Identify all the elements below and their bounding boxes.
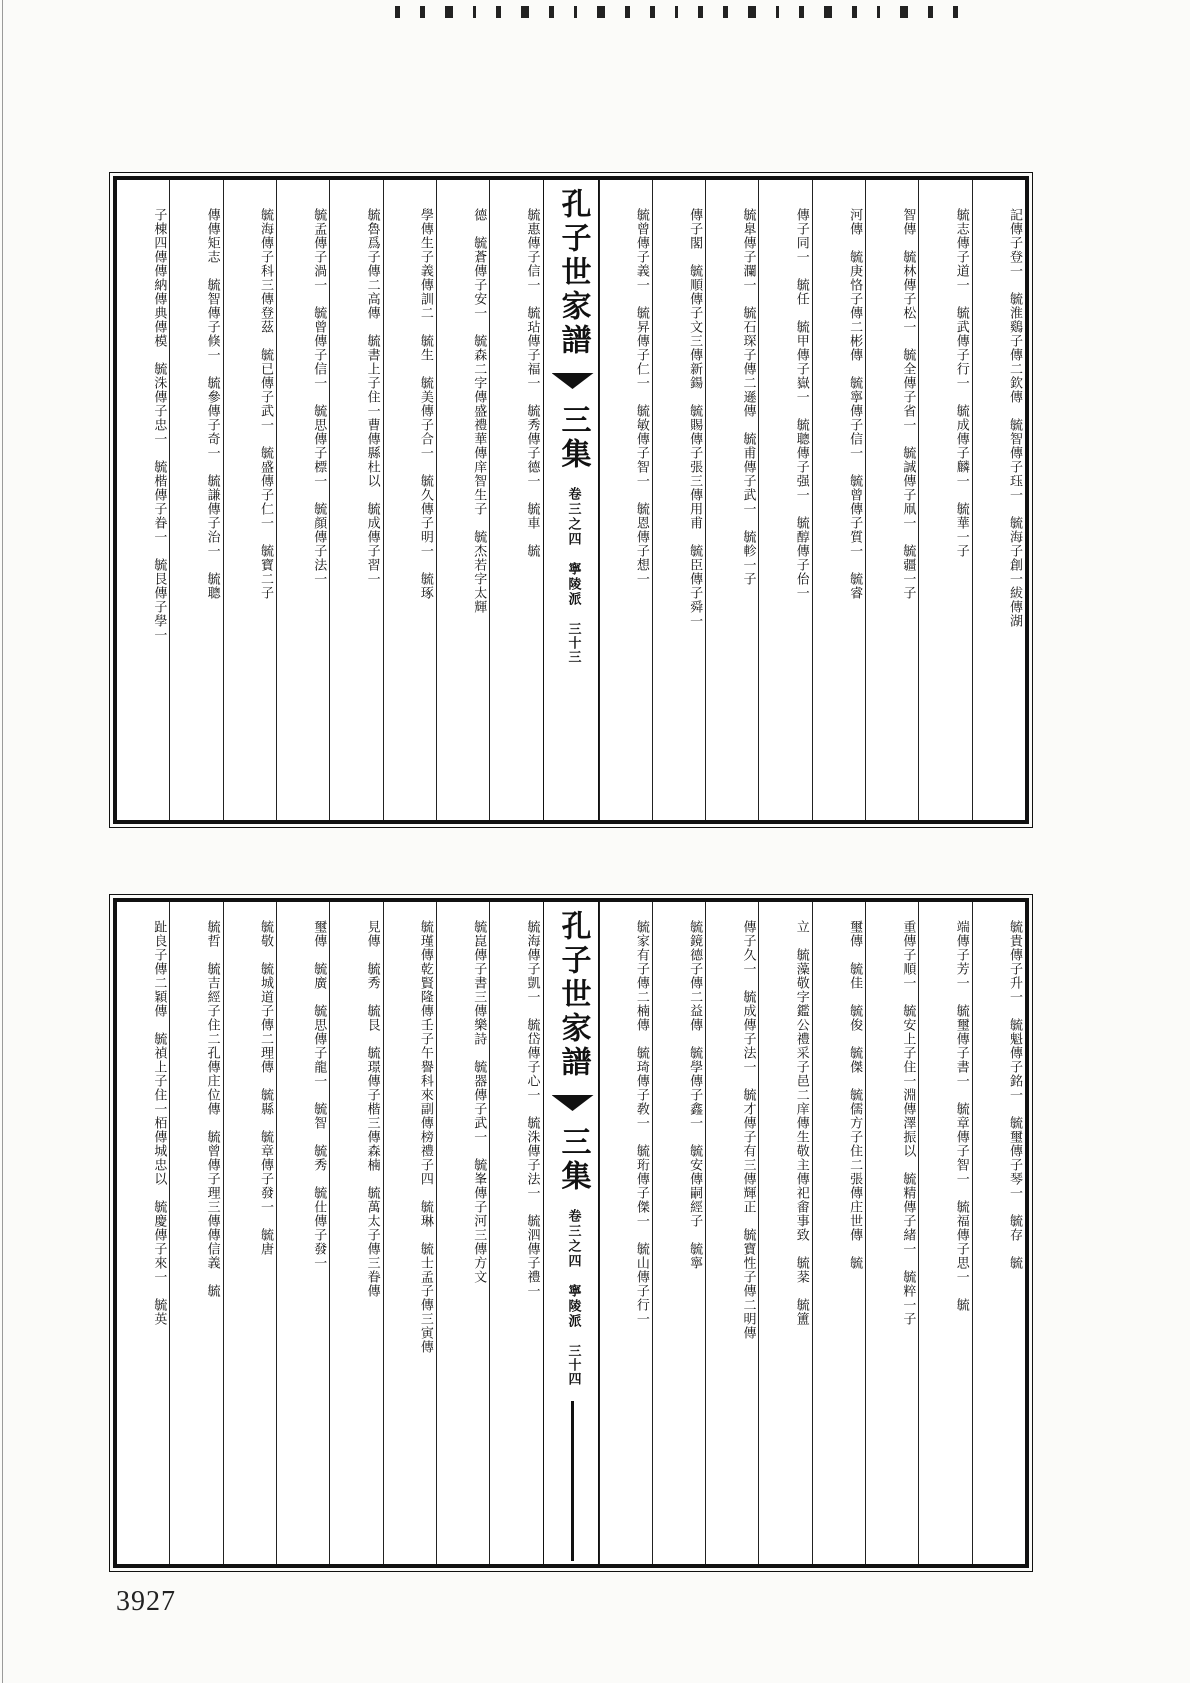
page-spine [543, 180, 599, 820]
page-number: 3927 [116, 1586, 176, 1617]
spine-branch: 寧陵派 [565, 562, 581, 607]
genealogy-column: 趾良子傳二穎傳 毓禎上子住一栢傳城忠以 毓慶傳子來一 毓英 [151, 920, 167, 1326]
spine-book-title: 孔子世家譜 [555, 910, 591, 1080]
page-spine [543, 902, 599, 1564]
spine-page-number: 三十三 [565, 622, 581, 664]
genealogy-column: 德 毓蒼傳子安一 毓森二字傳盛禮華傳庠智生子 毓杰若字太輝 [436, 180, 489, 820]
spine-section: 卷三之四 [565, 1209, 581, 1269]
cropped-header-marks [395, 6, 958, 18]
genealogy-column: 子棟四傳傳納傳典傳模 毓洙傳子忠一 毓楷傳子眷一 毓艮傳子學一 [151, 208, 167, 642]
genealogy-column: 重傳子順一 毓安上子住一淵傳澤振以 毓精傳子緒一 毓粹一子 [865, 902, 918, 1564]
genealogy-column: 毓鏡德子傳二益傳 毓學傳子鑫一 毓安傳嗣經子 毓寧 [652, 902, 705, 1564]
genealogy-page-top [113, 176, 1029, 824]
genealogy-column: 毓瑾傳乾賢隆傳壬子午譽科來副傳榜禮子四 毓琳 毓士孟子傳三寅傳 [383, 902, 436, 1564]
genealogy-column: 傳子久一 毓成傳子法一 毓才傳子有三傳輝正 毓寶性子傳二明傳 [705, 902, 758, 1564]
genealogy-column: 毓哲 毓吉經子住二孔傳庄位傳 毓曾傳子理三傳傳信義 毓 [169, 902, 222, 1564]
fishtail-mark-icon [552, 1095, 594, 1111]
genealogy-column: 智傳 毓林傳子松一 毓全傳子省一 毓誠傳子凧一 毓疆一子 [865, 180, 918, 820]
genealogy-column: 璽傳 毓佳 毓俊 毓傑 毓儒方子住二張傳庄世傳 毓 [812, 902, 865, 1564]
genealogy-column: 傳傳矩志 毓智傳子倏一 毓參傳子奇一 毓謙傳子治一 毓聰 [169, 180, 222, 820]
spine-branch: 寧陵派 [565, 1284, 581, 1329]
genealogy-page-bottom [113, 898, 1029, 1568]
spine-book-title: 孔子世家譜 [555, 188, 591, 358]
genealogy-column: 見傳 毓秀 毓艮 毓璟傳子楷三傳森楠 毓萬太子傳三眷傳 [329, 902, 382, 1564]
spine-section: 卷三之四 [565, 487, 581, 547]
scan-edge-line [2, 0, 3, 1683]
spine-volume: 三集 [555, 404, 591, 472]
genealogy-column: 端傳子芳一 毓璽傳子書一 毓章傳子智一 毓福傳子思一 毓 [918, 902, 971, 1564]
genealogy-column: 毓家有子傳二楠傳 毓琦傳子敎一 毓珩傳子傑一 毓山傳子行一 [599, 902, 652, 1564]
genealogy-column: 毓惠傳子信一 毓玷傳子福一 毓秀傳子德一 毓車 毓 [489, 180, 542, 820]
genealogy-column: 璽傳 毓廣 毓思傳子龍一 毓智 毓秀 毓仕傳子發一 [276, 902, 329, 1564]
genealogy-column: 記傳子登一 毓淮鷄子傳二欽傳 毓智傳子珏一 毓海子創一紱傳湖 [972, 180, 1025, 820]
genealogy-column: 河傳 毓庚恪子傳二彬傳 毓寧傳子信一 毓曾傳子質一 毓睿 [812, 180, 865, 820]
genealogy-column: 毓海傳子科三傳登茲 毓已傳子武一 毓盛傳子仁一 毓寶二子 [223, 180, 276, 820]
genealogy-column: 學傳生子義傳訓二 毓生 毓美傳子合一 毓久傳子明一 毓琢 [383, 180, 436, 820]
genealogy-column: 立 毓藻敬字鑑公禮采子邑二庠傳生敬主傳祀畬事致 毓棻 毓簠 [758, 902, 811, 1564]
genealogy-column: 毓臯傳子瀾一 毓石琛子傳二遜傳 毓甫傳子武一 毓軫一子 [705, 180, 758, 820]
spine-rule [571, 1401, 574, 1561]
genealogy-column: 毓敬 毓城道子傳二理傳 毓縣 毓章傳子發一 毓唐 [223, 902, 276, 1564]
genealogy-column: 毓海傳子凱一 毓岱傳子心一 毓洙傳子法一 毓泗傳子禮一 [489, 902, 542, 1564]
genealogy-column: 毓魯爲子傳二高傳 毓書上子住一曹傳縣杜以 毓成傳子習一 [329, 180, 382, 820]
genealogy-column: 毓貴傳子升一 毓魁傳子銘一 毓璽傳子琴一 毓存 毓 [972, 902, 1025, 1564]
fishtail-mark-icon [552, 373, 594, 389]
genealogy-column: 毓志傳子道一 毓武傳子行一 毓成傳子麟一 毓華一子 [918, 180, 971, 820]
genealogy-column: 傳子同一 毓任 毓甲傳子嶽一 毓聰傳子强一 毓醇傳子佁一 [758, 180, 811, 820]
genealogy-column: 傳子閣 毓順傳子文三傳新鍚 毓賜傳子張三傳用甫 毓臣傳子舜一 [652, 180, 705, 820]
genealogy-column: 毓崑傳子書三傳樂詩 毓器傳子武一 毓峯傳子河三傳方文 [436, 902, 489, 1564]
spine-volume: 三集 [555, 1126, 591, 1194]
genealogy-column: 毓曾傳子義一 毓昇傳子仁一 毓敏傳子智一 毓恩傳子想一 [599, 180, 652, 820]
genealogy-column: 毓孟傳子渦一 毓曾傳子信一 毓思傳子標一 毓顔傳子法一 [276, 180, 329, 820]
spine-page-number: 三十四 [565, 1344, 581, 1386]
